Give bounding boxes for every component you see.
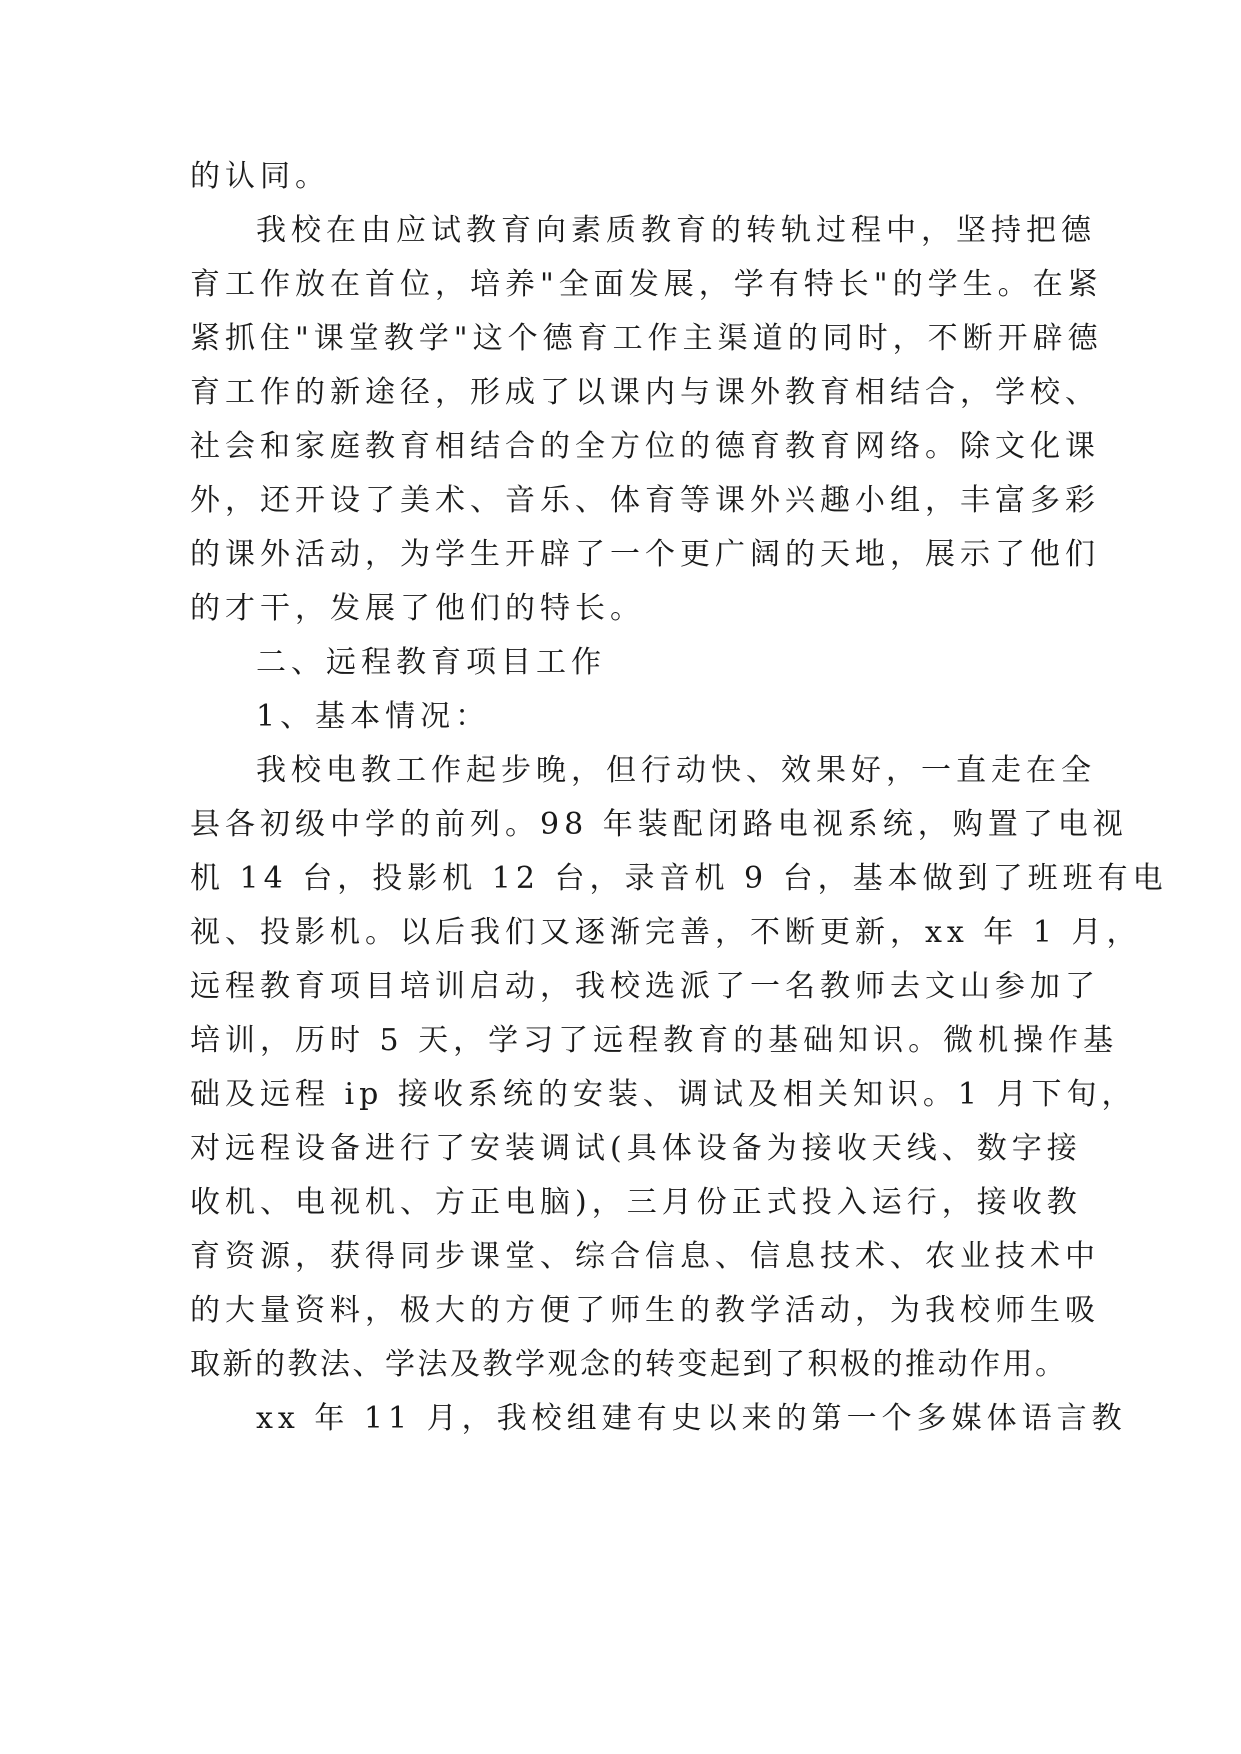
- text-line: 的认同。: [190, 159, 330, 194]
- text-line: 收机、电视机、方正电脑)，三月份正式投入运行，接收教: [190, 1185, 1082, 1220]
- text-line: 县各初级中学的前列。98 年装配闭路电视系统，购置了电视: [190, 807, 1128, 842]
- text-line: 外，还开设了美术、音乐、体育等课外兴趣小组，丰富多彩: [190, 483, 1100, 518]
- text-line: 社会和家庭教育相结合的全方位的德育教育网络。除文化课: [190, 429, 1100, 464]
- section-heading: 二、远程教育项目工作: [256, 645, 606, 680]
- text-line: 紧抓住"课堂教学"这个德育工作主渠道的同时，不断开辟德: [190, 321, 1103, 356]
- text-line: 对远程设备进行了安装调试(具体设备为接收天线、数字接: [190, 1131, 1082, 1166]
- text-line: 机 14 台，投影机 12 台，录音机 9 台，基本做到了班班有电: [190, 861, 1168, 896]
- text-line: 视、投影机。以后我们又逐渐完善，不断更新，xx 年 1 月，: [190, 915, 1142, 950]
- subsection-heading: 1、基本情况：: [256, 699, 491, 734]
- body-text: [190, 150, 1168, 1446]
- text-line: 培训，历时 5 天，学习了远程教育的基础知识。微机操作基: [190, 1023, 1119, 1058]
- paragraph-start-line: 我校电教工作起步晚，但行动快、效果好，一直走在全: [256, 753, 1096, 788]
- text-line: 础及远程 ip 接收系统的安装、调试及相关知识。1 月下旬，: [190, 1077, 1137, 1112]
- text-line: 的课外活动，为学生开辟了一个更广阔的天地，展示了他们: [190, 537, 1100, 572]
- text-line: 育工作放在首位，培养"全面发展，学有特长"的学生。在紧: [190, 267, 1103, 302]
- text-line: 的才干，发展了他们的特长。: [190, 591, 645, 626]
- paragraph-start-line: 我校在由应试教育向素质教育的转轨过程中，坚持把德: [256, 213, 1096, 248]
- text-line: 取新的教法、学法及教学观念的转变起到了积极的推动作用。: [190, 1347, 1068, 1382]
- text-line: 远程教育项目培训启动，我校选派了一名教师去文山参加了: [190, 969, 1100, 1004]
- text-line: 的大量资料，极大的方便了师生的教学活动，为我校师生吸: [190, 1293, 1100, 1328]
- text-line: 育工作的新途径，形成了以课内与课外教育相结合，学校、: [190, 375, 1100, 410]
- text-line: 育资源，获得同步课堂、综合信息、信息技术、农业技术中: [190, 1239, 1100, 1274]
- paragraph-start-line: xx 年 11 月，我校组建有史以来的第一个多媒体语言教: [256, 1401, 1127, 1436]
